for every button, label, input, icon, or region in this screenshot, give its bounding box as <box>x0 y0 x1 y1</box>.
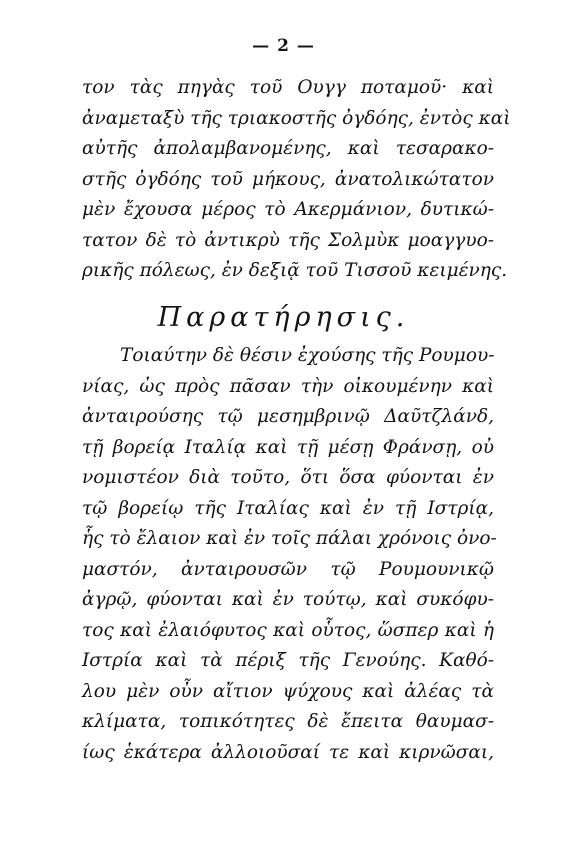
paragraph-1 <box>82 73 511 287</box>
text-line: ἧς τὸ ἔλαιον καὶ ἐν τοῖς πάλαι χρόνοις ὀνο- <box>82 528 497 549</box>
text-line: τῷ βορείῳ τῆς Ιταλίας καὶ ἐν τῇ Ιστρίᾳ, <box>82 497 494 519</box>
text-line: μὲν ἔχουσα μέρος τὸ Ακερμάνιον, δυτικώ- <box>82 199 494 220</box>
text-line: ρικῆς πόλεως, ἐν δεξιᾷ τοῦ Τισσοῦ κειμένης. <box>82 260 508 281</box>
text-line: μαστόν, ἀνταιρουσῶν τῷ Ρουμουνικῷ <box>82 558 494 580</box>
text-line: νομιστέον διὰ τοῦτο, ὅτι ὅσα φύονται ἐν <box>82 467 494 488</box>
text-line: ἀγρῷ, φύονται καὶ ἐν τούτῳ, καὶ συκόφυ- <box>82 589 494 610</box>
text-line: λου μὲν οὖν αἴτιον ψύχους καὶ ἀλέας τὰ <box>82 680 494 702</box>
text-line: Τοιαύτην δὲ θέσιν ἐχούσης τῆς Ρουμου- <box>120 345 495 366</box>
text-line: Ιστρία καὶ τὰ πέριξ τῆς Γενούης. Καθό- <box>82 650 494 671</box>
section-heading: Παρατήρησις. <box>157 302 410 333</box>
text-line: αὐτῆς ἀπολαμβανομένης, καὶ τεσαρακο- <box>82 138 494 159</box>
text-line: ἀνταιρούσης τῷ μεσημβρινῷ Δαῦτζλάνδ, <box>82 406 494 427</box>
text-line: στῆς ὀγδόης τοῦ μήκους, ἀνατολικώτατον <box>82 168 494 190</box>
text-line: κλίματα, τοπικότητες δὲ ἔπειτα θαυμασ- <box>82 711 494 732</box>
text-line: ίως ἑκάτερα ἀλλοιοῦσαί τε καὶ κιρνῶσαι, <box>82 741 494 763</box>
text-line: ἀναμεταξὺ τῆς τριακοστῆς ὀγδόης, ἐντὸς καὶ <box>82 107 511 129</box>
text-line: νίας, ὡς πρὸς πᾶσαν τὴν οἰκουμένην καὶ <box>82 375 494 397</box>
paragraph-2 <box>82 341 497 768</box>
text-line: τος καὶ ἐλαιόφυτος καὶ οὗτος, ὥσπερ καὶ ἡ <box>82 619 494 641</box>
text-line: τατον δὲ τὸ ἀντικρὺ τῆς Σολμὺκ μοαγγυο- <box>82 229 494 251</box>
text-line: τῇ βορείᾳ Ιταλίᾳ καὶ τῇ μέσῃ Φράνσῃ, οὐ <box>82 436 494 458</box>
page-number: — 2 — <box>252 36 315 56</box>
text-line: τον τὰς πηγὰς τοῦ Ουγγ ποταμοῦ· καὶ <box>82 77 494 98</box>
